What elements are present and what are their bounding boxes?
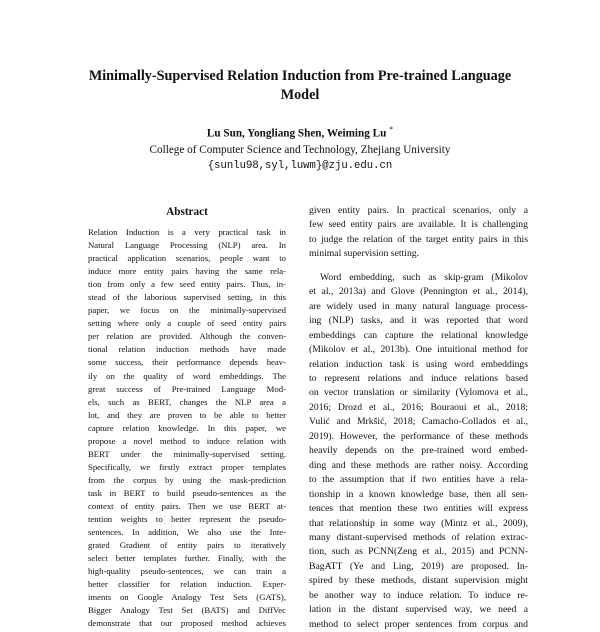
text-line: tionship in a known knowledge base, then all sen- — [309, 488, 528, 500]
text-line: practical application scenarios, people want to — [88, 253, 286, 264]
text-line: lot, and they are proven to be able to better — [88, 409, 286, 420]
text-line: Natural Language Processing (NLP) area. In — [88, 240, 286, 251]
paper-title — [60, 67, 540, 105]
text-line: method to select proper sentences from corpus and — [309, 618, 528, 630]
text-line: lation in the distant supervised way, we need a — [309, 604, 528, 616]
text-line: 2016; Drozd et al., 2016; Bouraoui et al., 2018; — [309, 401, 528, 413]
text-line: els, such as BERT, changes the NLP area a — [88, 396, 286, 407]
title-line: Minimally-Supervised Relation Induction from Pre-trained Language — [88, 68, 512, 84]
text-line: setting where only a couple of seed entity pairs — [88, 318, 286, 329]
text-line: high-quality pseudo-sentences, we can train a — [88, 566, 286, 577]
text-line: tion from only a few seed entity pairs. Thus, in- — [88, 279, 286, 290]
text-line: stead of the laborious supervised setting, in this — [88, 292, 286, 303]
text-line: BagATT (Ye and Ling, 2019) are proposed. In- — [309, 560, 528, 572]
text-line: propose a novel method to induce relation with — [88, 435, 286, 446]
right-column — [309, 204, 528, 632]
text-line: given entity pairs. In practical scenarios, only a — [309, 205, 528, 216]
text-line: on vector translation or similarity (Vylomova et al., — [309, 387, 528, 399]
text-line: to judge the relation of the target entity pairs in this — [309, 233, 528, 245]
text-line: ing (NLP) tasks, and it was reported that word — [309, 315, 528, 327]
text-line: induce more entity pairs having the same rela- — [88, 266, 286, 277]
text-line: relation induction task is using word embeddings — [309, 358, 528, 370]
text-line: spired by these methods, distant supervision might — [309, 575, 528, 587]
text-line: Bigger Analogy Test Set (BATS) and DiffVec — [88, 605, 286, 616]
author-names: Lu Sun, Yongliang Shen, Weiming Lu — [206, 127, 387, 140]
text-line: Specifically, we firstly extract proper templates — [88, 461, 286, 472]
text-line: heavily depends on the pre-trained word embed- — [309, 445, 528, 457]
text-line: iments on Google Analogy Test Sets (GATS), — [88, 592, 286, 603]
text-line: demonstrate that our proposed method achieves — [88, 618, 286, 629]
text-line: be another way to induce relation. To induce re- — [309, 589, 528, 601]
title-line: Model — [280, 87, 320, 103]
text-line: Relation Induction is a very practical task in — [88, 227, 286, 237]
text-line: (Mikolov et al., 2013b). One intuitional method for — [309, 344, 528, 356]
author-emails: {sunlu98,syl,luwm}@zju.edu.cn — [207, 159, 393, 172]
abstract-body — [88, 226, 286, 630]
abstract-heading: Abstract — [166, 206, 208, 218]
text-line: to the assumption that if two entities have a rela- — [309, 474, 528, 486]
text-line: great success of Pre-trained Language Mod- — [88, 383, 286, 394]
text-line: from the corpus by using the mask-prediction — [88, 474, 286, 485]
text-line: to represent relations and induce relations based — [309, 372, 528, 384]
text-line: tional relation induction methods have made — [88, 344, 286, 355]
text-line: ily on the quality of word embeddings. The — [88, 370, 286, 381]
text-line: select better templates further. Finally, with the — [88, 553, 286, 564]
text-line: minimal supervision setting. — [309, 248, 420, 260]
text-line: Vulić and Mrkšić, 2018; Camacho-Collados et al., — [309, 416, 528, 428]
author-names-line — [80, 122, 520, 142]
text-line: 2019). However, the performance of these methods — [309, 430, 528, 442]
text-line: better classifier for relation induction. Exper- — [88, 579, 286, 590]
text-line: Word embedding, such as skip-gram (Mikolov — [320, 271, 528, 283]
paragraph-gap — [309, 262, 528, 271]
text-line: BERT under the minimally-supervised setting. — [88, 448, 286, 459]
corresponding-author-mark: * — [389, 125, 394, 134]
affiliation: College of Computer Science and Technology, Zhejiang University — [149, 143, 451, 156]
text-line: tion, such as PCNN(Zeng et al., 2015) and PCNN- — [309, 546, 528, 558]
text-line: context of entity pairs. Then we use BERT at- — [88, 500, 286, 511]
left-column — [88, 204, 286, 630]
text-line: grated Gradient of entity pairs to iteratively — [88, 540, 286, 551]
text-line: per relation are provided. Although the conven- — [88, 331, 286, 342]
text-line: task in BERT to build pseudo-sentences as the — [88, 487, 286, 498]
text-line: embeddings can capture the relational knowledge — [309, 329, 528, 341]
text-line: capture relation knowledge. In this paper, we — [88, 422, 286, 433]
text-line: tences that mention these two entities will express — [309, 503, 528, 515]
intro-paragraph-2 — [309, 271, 528, 632]
text-line: that relationship in some way (Mintz et al., 2009), — [309, 517, 528, 529]
text-line: some success, their performance depends heav- — [88, 357, 286, 368]
text-line: are widely used in many natural language process- — [309, 300, 528, 312]
text-line: paper, we focus on the minimally-supervised — [88, 305, 286, 316]
text-line: few seed entity pairs are available. It is challenging — [309, 219, 528, 231]
text-line: many distant-supervised methods of relation extrac- — [309, 531, 528, 543]
text-line: sentences. In addition, We also use the Inte- — [88, 527, 286, 538]
text-line: tention weights to better represent the pseudo- — [88, 514, 286, 525]
text-line: et al., 2013a) and Glove (Pennington et al., 2014), — [309, 286, 528, 298]
text-line: ding and these methods are rather noisy. According — [309, 459, 528, 471]
author-block — [80, 122, 520, 174]
intro-paragraph-1 — [309, 204, 528, 262]
